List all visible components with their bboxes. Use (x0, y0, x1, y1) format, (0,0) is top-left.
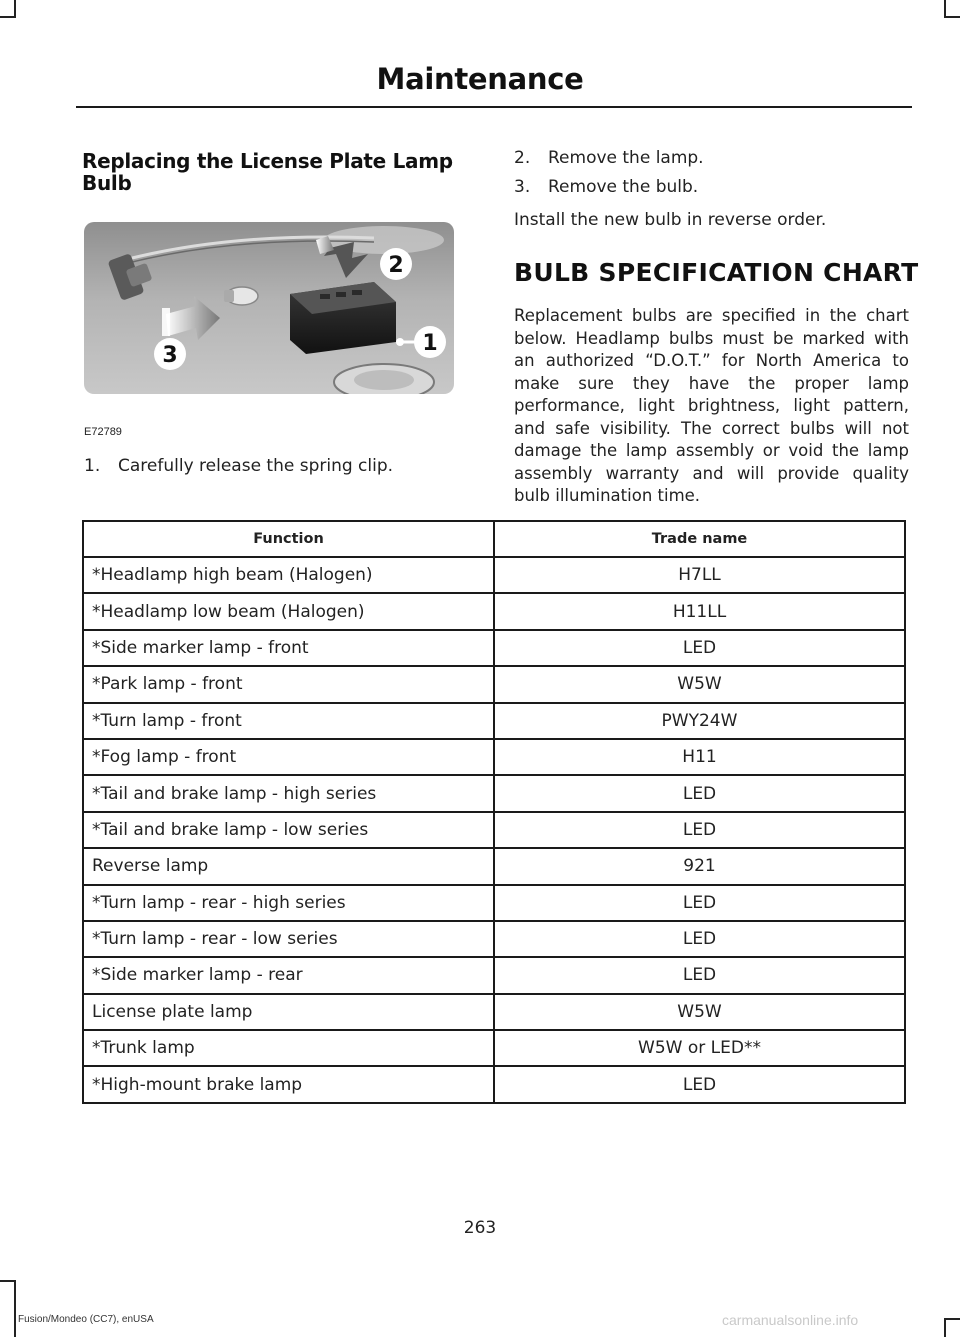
function-cell: *Turn lamp - rear - high series (83, 885, 494, 921)
table-row (83, 739, 905, 775)
header-rule (76, 106, 912, 108)
function-cell: *Tail and brake lamp - low series (83, 812, 494, 848)
callout-label: 1 (422, 331, 438, 356)
step-1 (84, 456, 393, 476)
function-cell: Reverse lamp (83, 848, 494, 884)
trade-name-cell: LED (494, 1066, 905, 1102)
bulb-chart-title: BULB SPECIFICATION CHART (514, 258, 919, 287)
trade-name-cell: W5W (494, 994, 905, 1030)
trade-name-cell: LED (494, 812, 905, 848)
table-row (83, 957, 905, 993)
table-row (83, 994, 905, 1030)
table-row (83, 1030, 905, 1066)
crop-mark (944, 1320, 946, 1337)
function-cell: *Headlamp high beam (Halogen) (83, 557, 494, 593)
section-title: Replacing the License Plate Lamp Bulb (82, 149, 453, 195)
function-cell: *Park lamp - front (83, 666, 494, 702)
install-note: Install the new bulb in reverse order. (514, 210, 827, 230)
trade-name-cell: H11 (494, 739, 905, 775)
step-number: 3. (514, 177, 531, 197)
trade-name-cell: LED (494, 921, 905, 957)
crop-mark (944, 16, 960, 18)
callout-label: 2 (388, 253, 404, 278)
step-text: Remove the lamp. (548, 148, 704, 168)
function-cell: *Headlamp low beam (Halogen) (83, 593, 494, 629)
crop-mark (0, 1280, 16, 1282)
table-row (83, 703, 905, 739)
crop-mark (0, 16, 16, 18)
trade-name-cell: W5W or LED** (494, 1030, 905, 1066)
trade-name-cell: LED (494, 630, 905, 666)
trade-name-cell: PWY24W (494, 703, 905, 739)
step-3 (514, 177, 698, 197)
trade-name-cell: H11LL (494, 593, 905, 629)
function-cell: *Turn lamp - rear - low series (83, 921, 494, 957)
function-cell: *Trunk lamp (83, 1030, 494, 1066)
step-text: Remove the bulb. (548, 177, 699, 197)
table-row (83, 666, 905, 702)
table-row (83, 557, 905, 593)
step-2 (514, 148, 704, 168)
function-cell: *Turn lamp - front (83, 703, 494, 739)
trade-name-cell: LED (494, 775, 905, 811)
function-cell: License plate lamp (83, 994, 494, 1030)
function-cell: *Fog lamp - front (83, 739, 494, 775)
step-text: Carefully release the spring clip. (118, 456, 394, 476)
page-number: 263 (463, 1218, 497, 1238)
function-cell: *Side marker lamp - rear (83, 957, 494, 993)
trade-name-cell: 921 (494, 848, 905, 884)
bulb-specification-table (82, 520, 906, 1104)
footer-model: Fusion/Mondeo (CC7), enUSA (18, 1314, 154, 1325)
trade-name-cell: H7LL (494, 557, 905, 593)
table-header-row (83, 521, 905, 557)
table-row (83, 921, 905, 957)
bulb-chart-description: Replacement bulbs are specified in the chart below. Headlamp bulbs must be marked with an authorized “D.O.T.” for North America to make sure they have the proper lamp performance, light brightness, light pattern, and safe visibility. The correct bulbs will not damage the lamp assembly or void the lamp assembly warranty and will provide quality bulb illumination time. (514, 306, 909, 505)
table-row (83, 630, 905, 666)
table-row (83, 812, 905, 848)
table-row (83, 848, 905, 884)
watermark: carmanualsonline.info (722, 1312, 859, 1328)
page-header-title: Maintenance (376, 62, 584, 96)
callout-label: 3 (162, 343, 178, 368)
crop-mark (944, 1318, 960, 1320)
step-number: 1. (84, 456, 101, 476)
function-cell: *High-mount brake lamp (83, 1066, 494, 1102)
figure-id: E72789 (84, 426, 122, 438)
trade-name-cell: W5W (494, 666, 905, 702)
function-cell: *Side marker lamp - front (83, 630, 494, 666)
column-header-trade-name: Trade name (494, 521, 905, 557)
function-cell: *Tail and brake lamp - high series (83, 775, 494, 811)
column-header-function: Function (83, 521, 494, 557)
step-number: 2. (514, 148, 531, 168)
crop-mark (14, 1280, 16, 1337)
trade-name-cell: LED (494, 957, 905, 993)
table-row (83, 593, 905, 629)
table-row (83, 775, 905, 811)
trade-name-cell: LED (494, 885, 905, 921)
license-plate-lamp-illustration (84, 222, 454, 394)
table-row (83, 885, 905, 921)
table-row (83, 1066, 905, 1102)
